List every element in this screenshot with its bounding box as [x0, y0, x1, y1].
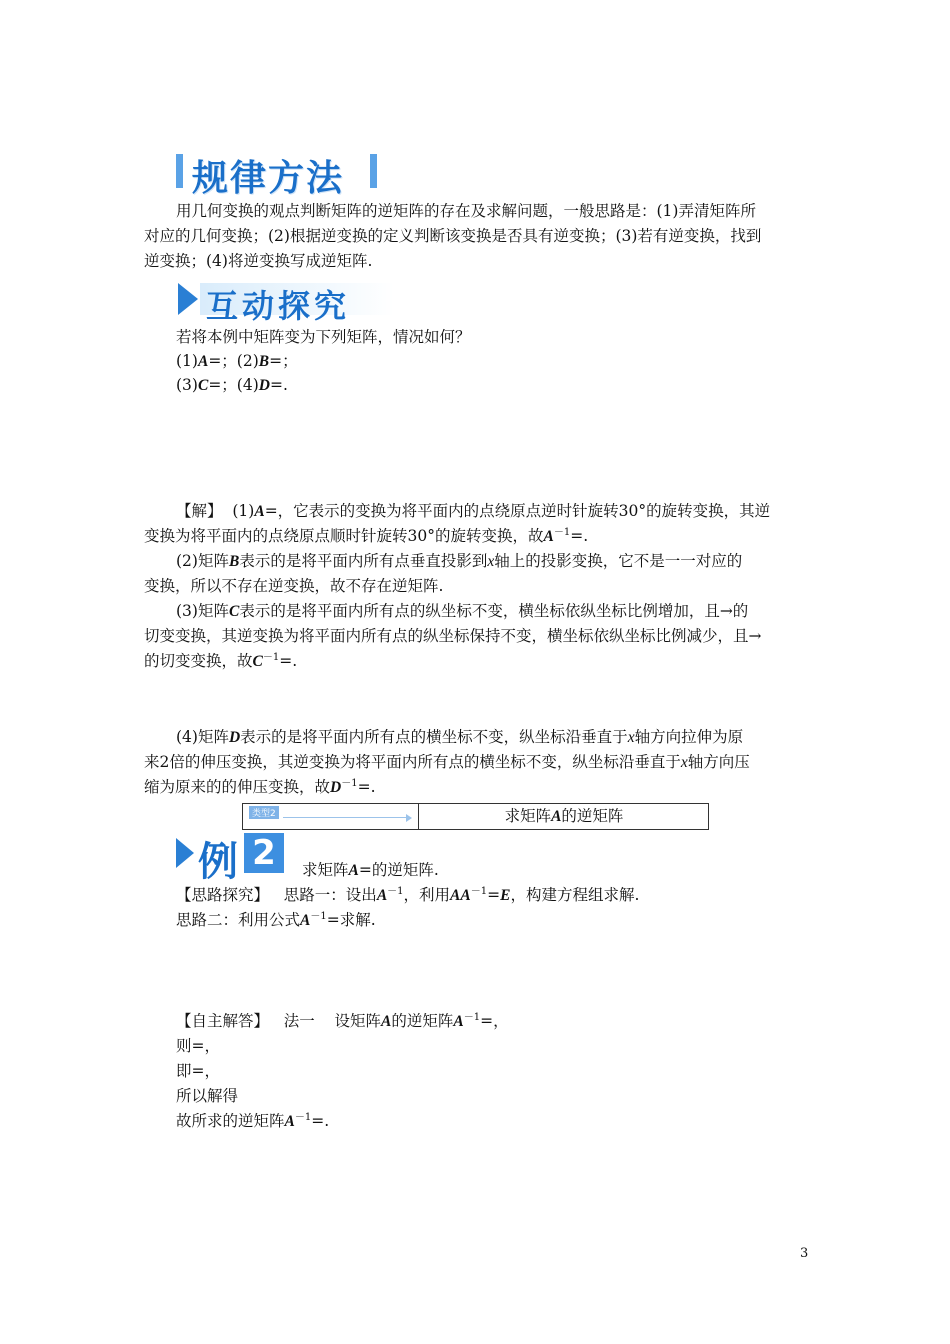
example-statement: 求矩阵A=的逆矩阵.: [302, 861, 439, 879]
answer-line-2: 则=，: [176, 1037, 220, 1055]
example-type-title: 求矩阵A的逆矩阵: [504, 807, 624, 825]
example-type-table: [242, 803, 709, 830]
think-line-2: 思路二：利用公式$A^{-1}=$求解.: [176, 910, 376, 929]
heading-bar-left: [176, 154, 183, 188]
think-line-1: 【思路探究】 思路一：设出$A^{-1}$，利用$AA^{-1}=E$，构建方程组求解.: [176, 885, 640, 904]
interact-items-line-2: (3)C=；(4)D=.: [176, 376, 288, 394]
solution-p2-line-1: (2)矩阵B表示的是将平面内所有点垂直投影到x轴上的投影变换，它不是一一对应的: [176, 552, 743, 570]
arrow-right-icon: [406, 814, 412, 822]
rules-line-1: 用几何变换的观点判断矩阵的逆矩阵的存在及求解问题，一般思路是：(1)弄清矩阵所: [176, 202, 756, 220]
rules-heading: [176, 150, 378, 199]
page-number: 3: [800, 1246, 809, 1261]
arrow-line: [283, 817, 409, 818]
type-tag: 类型2: [249, 806, 279, 819]
example-badge-word: 例: [198, 839, 238, 885]
solution-p4-line-3: 缩为原来的的伸压变换，故$D^{-1}=$.: [144, 777, 376, 796]
example-type-cell: [243, 804, 419, 829]
example-badge-number: 2: [244, 833, 284, 873]
solution-p2-line-2: 变换，所以不存在逆变换，故不存在逆矩阵.: [144, 577, 444, 595]
solution-p3-line-3: 的切变变换，故$C^{-1}=$.: [144, 651, 298, 670]
solution-p1-line-1: 【解】 (1)A=，它表示的变换为将平面内的点绕原点逆时针旋转30°的旋转变换，其逆: [176, 502, 771, 520]
interact-heading-text: 互动探究: [206, 287, 351, 325]
solution-label: 【解】: [176, 502, 223, 520]
answer-method: 法一: [283, 1012, 315, 1030]
example-badge: [176, 830, 286, 885]
solution-p3-line-2: 切变变换，其逆变换为将平面内所有点的纵坐标保持不变，横坐标依纵坐标比例减少，且→: [144, 627, 762, 645]
play-triangle-icon: [178, 283, 198, 315]
answer-line-3: 即=，: [176, 1062, 220, 1080]
solution-p4-line-1: (4)矩阵D表示的是将平面内所有点的横坐标不变，纵坐标沿垂直于x轴方向拉伸为原: [176, 728, 744, 746]
interact-heading: [178, 281, 394, 325]
solution-p1-line-2: 变换为将平面内的点绕原点顺时针旋转30°的旋转变换，故$A^{-1}=$.: [144, 526, 589, 545]
answer-line-4: 所以解得: [176, 1087, 239, 1105]
rules-heading-text: 规律方法: [192, 158, 345, 199]
answer-line-5: 故所求的逆矩阵$A^{-1}=$.: [176, 1111, 330, 1130]
solution-p4-line-2: 来2倍的伸压变换，其逆变换为将平面内所有点的横坐标不变，纵坐标沿垂直于x轴方向压: [144, 753, 750, 771]
solution-p3-line-1: (3)矩阵C表示的是将平面内所有点的纵坐标不变，横坐标依纵坐标比例增加，且→的: [176, 602, 749, 620]
interact-question: 若将本例中矩阵变为下列矩阵，情况如何？: [176, 328, 471, 346]
rules-line-3: 逆变换；(4)将逆变换写成逆矩阵.: [144, 252, 373, 270]
answer-line-1: 【自主解答】 法一 设矩阵A的逆矩阵$A^{-1}=$，: [176, 1011, 509, 1030]
rules-line-2: 对应的几何变换；(2)根据逆变换的定义判断该变换是否具有逆变换；(3)若有逆变换，找到: [144, 227, 762, 245]
think-label: 【思路探究】: [176, 886, 270, 904]
heading-bar-right: [370, 154, 377, 188]
answer-label: 【自主解答】: [176, 1012, 270, 1030]
interact-items-line-1: (1)A=；(2)B=；: [176, 352, 298, 370]
play-triangle-icon: [176, 838, 194, 868]
